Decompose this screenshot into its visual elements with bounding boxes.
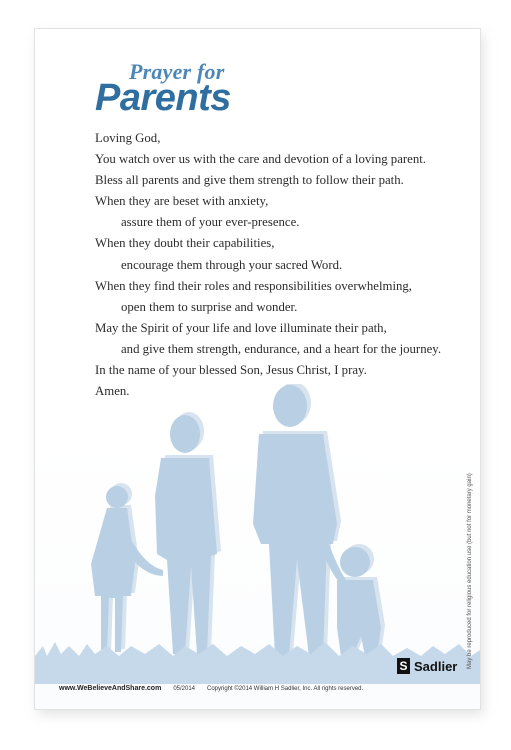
- prayer-line: You watch over us with the care and devotion of a loving parent.: [95, 152, 426, 167]
- prayer-line: Bless all parents and give them strength to follow their path.: [95, 173, 404, 188]
- prayer-line: When they find their roles and responsibilities overwhelming,: [95, 278, 413, 293]
- sadlier-logo: [397, 658, 457, 674]
- handout-page: [34, 28, 481, 710]
- date-code: 05/2014: [173, 686, 196, 692]
- prayer-line: and give them strength, endurance, and a heart for the journey.: [121, 341, 442, 356]
- copyright-notice: Copyright ©2014 William H Sadlier, Inc. All rights reserved.: [207, 686, 364, 692]
- prayer-text: [95, 128, 475, 402]
- prayer-line: assure them of your ever-presence.: [121, 215, 300, 230]
- prayer-line: In the name of your blessed Son, Jesus Christ, I pray.: [95, 363, 367, 378]
- prayer-line: Amen.: [95, 384, 130, 399]
- prayer-line: Loving God,: [95, 131, 161, 145]
- footer: [59, 685, 459, 692]
- prayer-line: When they are beset with anxiety,: [95, 194, 269, 209]
- prayer-line: open them to surprise and wonder.: [121, 299, 298, 314]
- sadlier-wordmark: Sadlier: [414, 658, 458, 674]
- prayer-line: encourage them through your sacred Word.: [121, 257, 343, 272]
- website-link[interactable]: www.WeBelieveAndShare.com: [59, 685, 162, 692]
- prayer-line: May the Spirit of your life and love illuminate their path,: [95, 320, 387, 335]
- title-prefix: Prayer for: [129, 59, 225, 84]
- reproduction-notice: May be reproduced for religious education use (but not for monetary gain): [467, 473, 473, 669]
- sadlier-mark-icon: S: [397, 658, 410, 674]
- page-title: Parents: [95, 77, 231, 119]
- family-silhouette-illustration: [35, 384, 480, 684]
- prayer-line: When they doubt their capabilities,: [95, 236, 275, 251]
